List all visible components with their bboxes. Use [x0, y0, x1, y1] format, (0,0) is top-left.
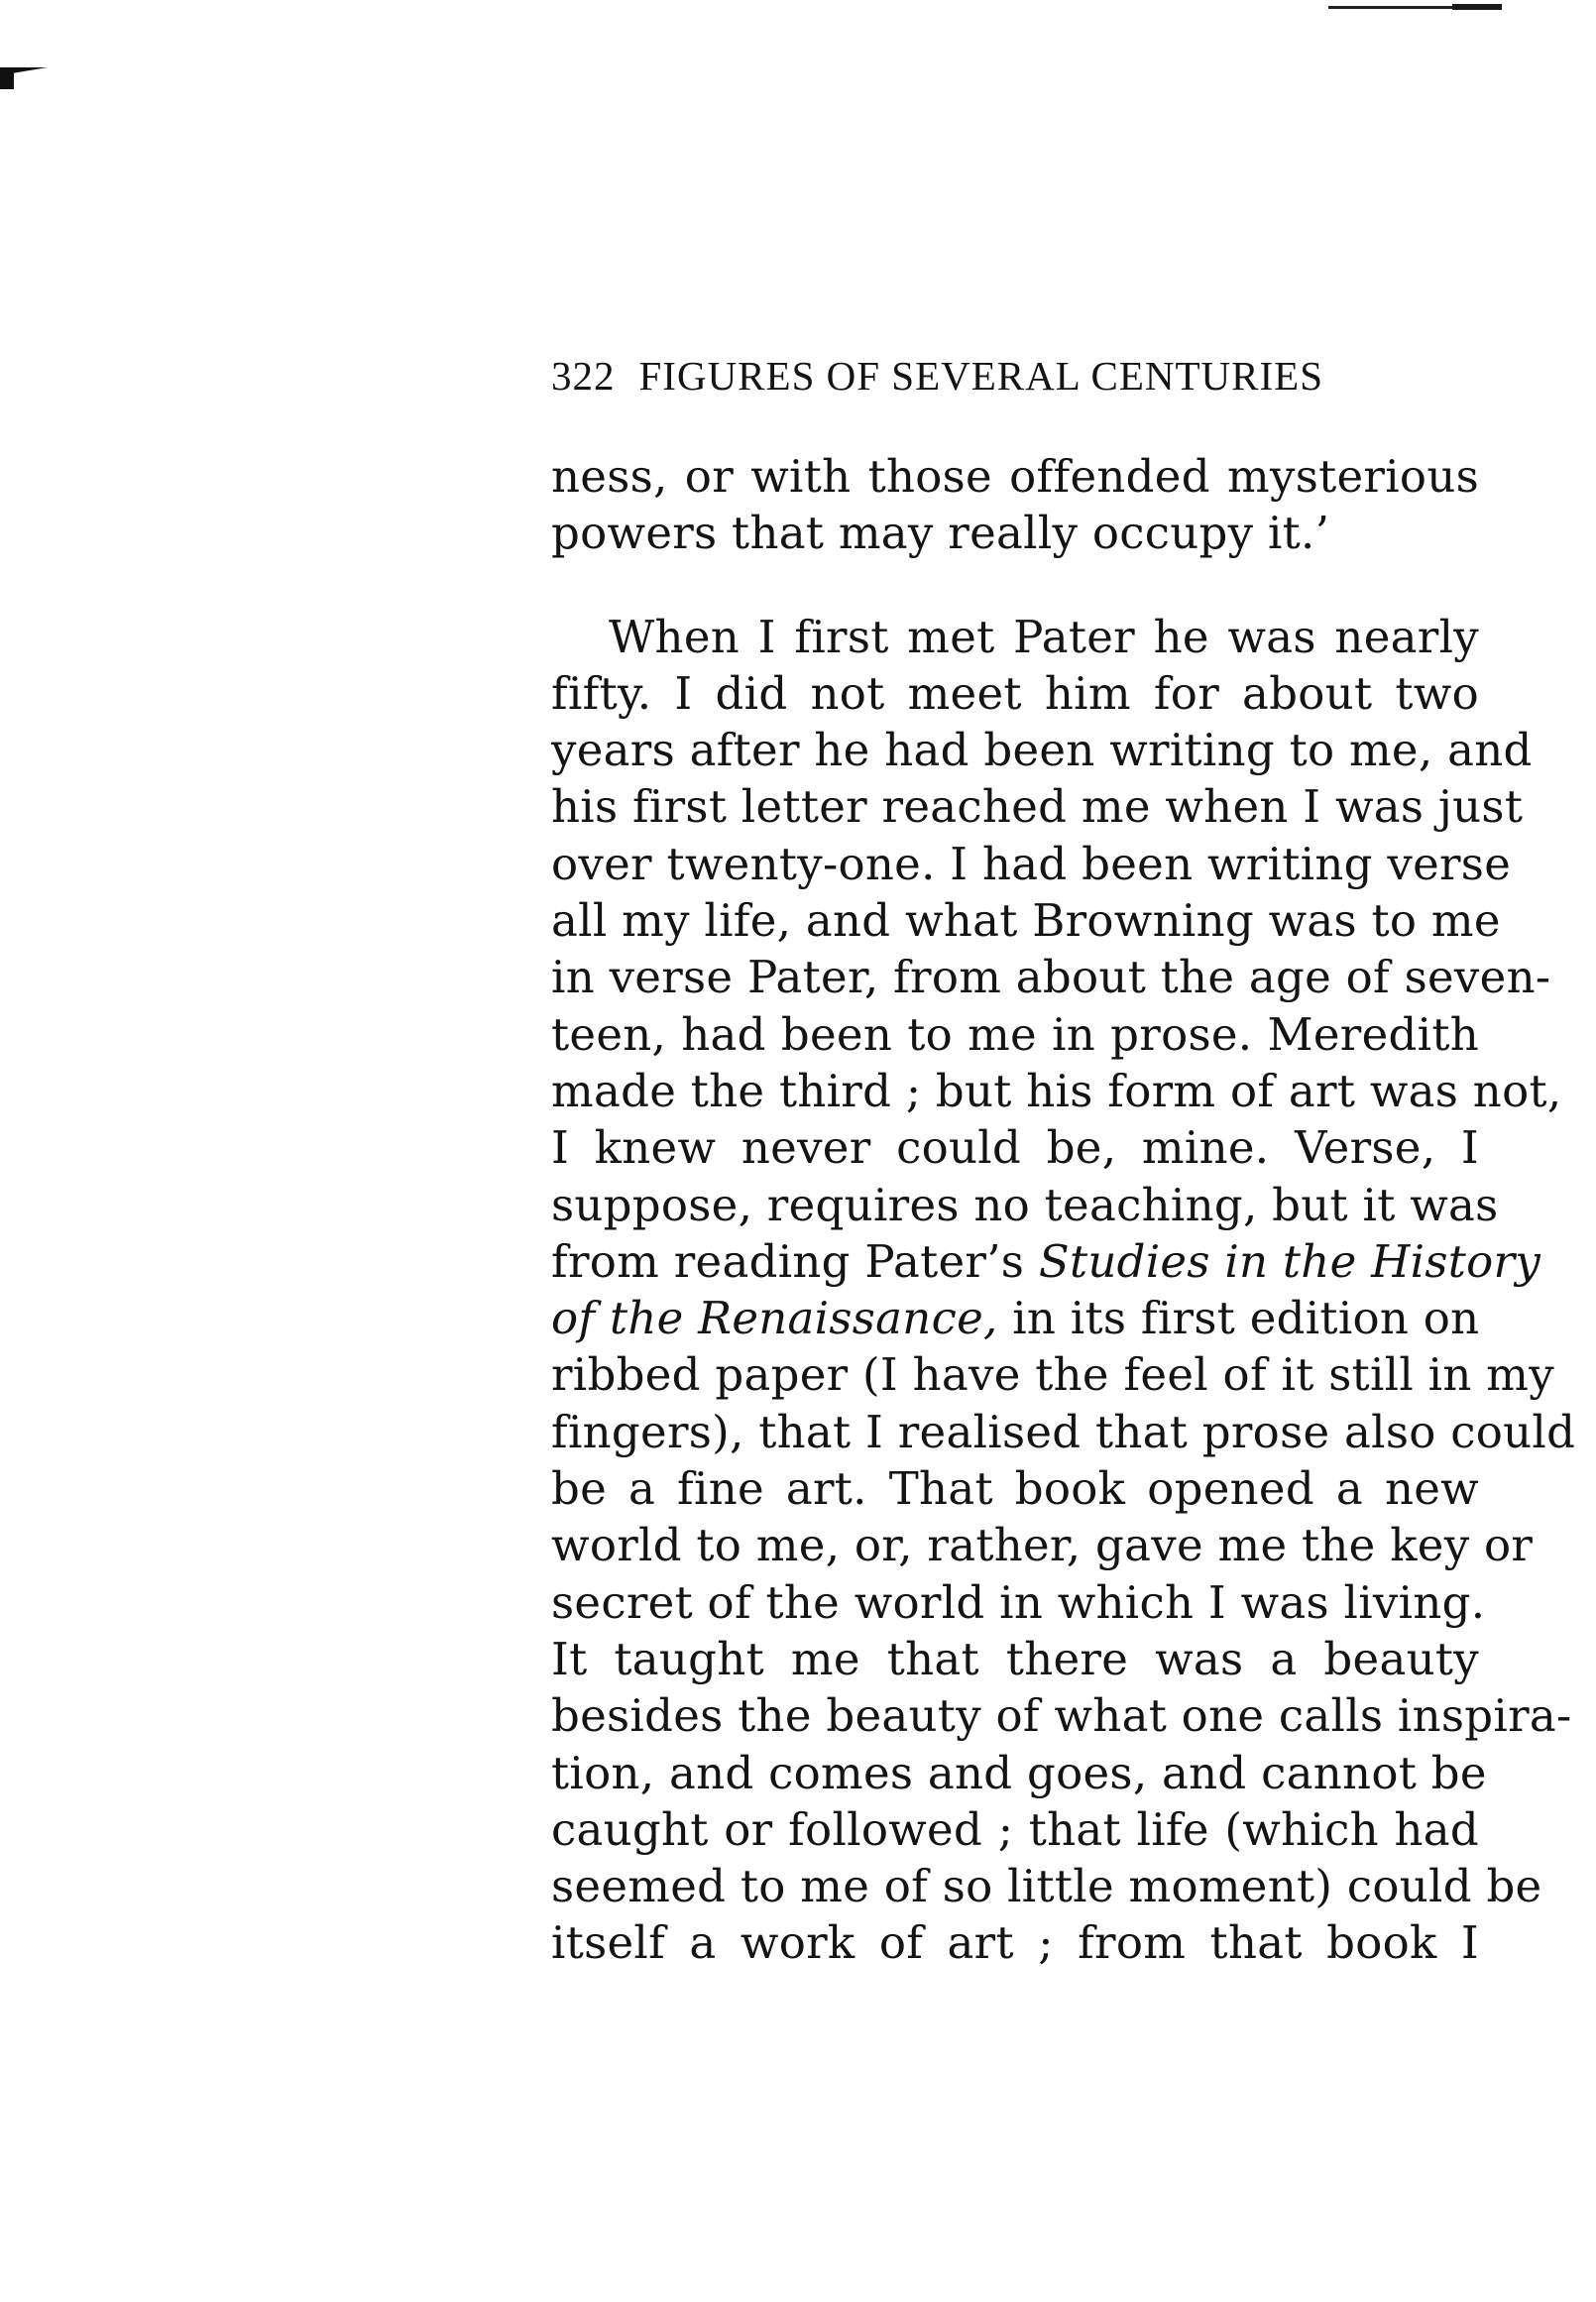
text-line [551, 722, 1533, 778]
text-line [551, 1687, 1572, 1744]
text-run: fifty. I did not meet him for about two [551, 666, 1479, 720]
text-line [551, 609, 1479, 665]
text-run: seemed to me of so little moment) could be [551, 1860, 1542, 1913]
text-line [551, 1063, 1562, 1119]
text-line [551, 1119, 1479, 1176]
text-run: be a fine art. That book opened a new [551, 1462, 1479, 1516]
text-line [551, 1801, 1479, 1858]
text-line [551, 1404, 1576, 1460]
text-run: powers that may really occupy it.’ [551, 507, 1330, 560]
text-run: When I first met Pater he was nearly [609, 610, 1479, 663]
text-line [551, 1346, 1554, 1403]
italic-title: of the Renaissance, [551, 1292, 998, 1345]
text-run: his first letter reached me when I was just [551, 780, 1524, 834]
text-run: all my life, and what Browning was to me [551, 894, 1501, 948]
text-run: from reading Pater’s [551, 1234, 1039, 1288]
body-text [551, 448, 1576, 1972]
top-rule-mark [1328, 6, 1502, 9]
running-head [551, 352, 1487, 400]
text-run: suppose, requires no teaching, but it was [551, 1178, 1499, 1231]
italic-title: Studies in the History [1038, 1234, 1541, 1288]
paragraph [551, 609, 1576, 1972]
text-line [551, 1574, 1486, 1631]
page-number: 322 [551, 353, 616, 399]
text-run: tion, and comes and goes, and cannot be [551, 1746, 1487, 1799]
paragraph [551, 448, 1479, 562]
text-line [551, 1177, 1499, 1233]
text-run: over twenty-one. I had been writing verse [551, 837, 1512, 890]
text-run: teen, had been to me in prose. Meredith [551, 1007, 1479, 1061]
text-line [551, 1290, 1479, 1346]
text-line [551, 836, 1512, 892]
text-run: ness, or with those offended mysterious [551, 450, 1479, 503]
text-run: It taught me that there was a beauty [551, 1632, 1479, 1685]
text-run: caught or followed ; that life (which had [551, 1802, 1479, 1856]
text-line [551, 1517, 1534, 1573]
text-line [551, 1858, 1542, 1914]
text-line [551, 1914, 1479, 1971]
text-run: years after he had been writing to me, and [551, 724, 1533, 777]
text-line [551, 892, 1501, 949]
running-title: FIGURES OF SEVERAL CENTURIES [638, 353, 1324, 399]
text-run: besides the beauty of what one calls inspira- [551, 1689, 1572, 1743]
text-run: in its first edition on [997, 1292, 1480, 1345]
text-run: world to me, or, rather, gave me the key or [551, 1519, 1534, 1572]
paragraph-gap [551, 562, 1479, 609]
text-run: ribbed paper (I have the feel of it still in my [551, 1348, 1554, 1402]
text-run: I knew never could be, mine. Verse, I [551, 1121, 1479, 1175]
text-run: secret of the world in which I was living. [551, 1575, 1486, 1629]
text-line [551, 1233, 1541, 1290]
edge-ink-mark [0, 67, 48, 75]
text-line [551, 949, 1551, 1005]
text-line [551, 448, 1479, 505]
text-line [551, 505, 1479, 561]
text-run: itself a work of art ; from that book I [551, 1916, 1479, 1970]
text-line [551, 665, 1479, 722]
text-line [551, 1631, 1479, 1687]
text-line [551, 778, 1524, 835]
text-run: made the third ; but his form of art was not, [551, 1064, 1562, 1117]
text-line [551, 1745, 1487, 1801]
text-run: fingers), that I realised that prose also could [551, 1405, 1576, 1458]
text-line [551, 1460, 1479, 1517]
text-line [551, 1006, 1479, 1063]
text-run: in verse Pater, from about the age of seven- [551, 951, 1551, 1004]
